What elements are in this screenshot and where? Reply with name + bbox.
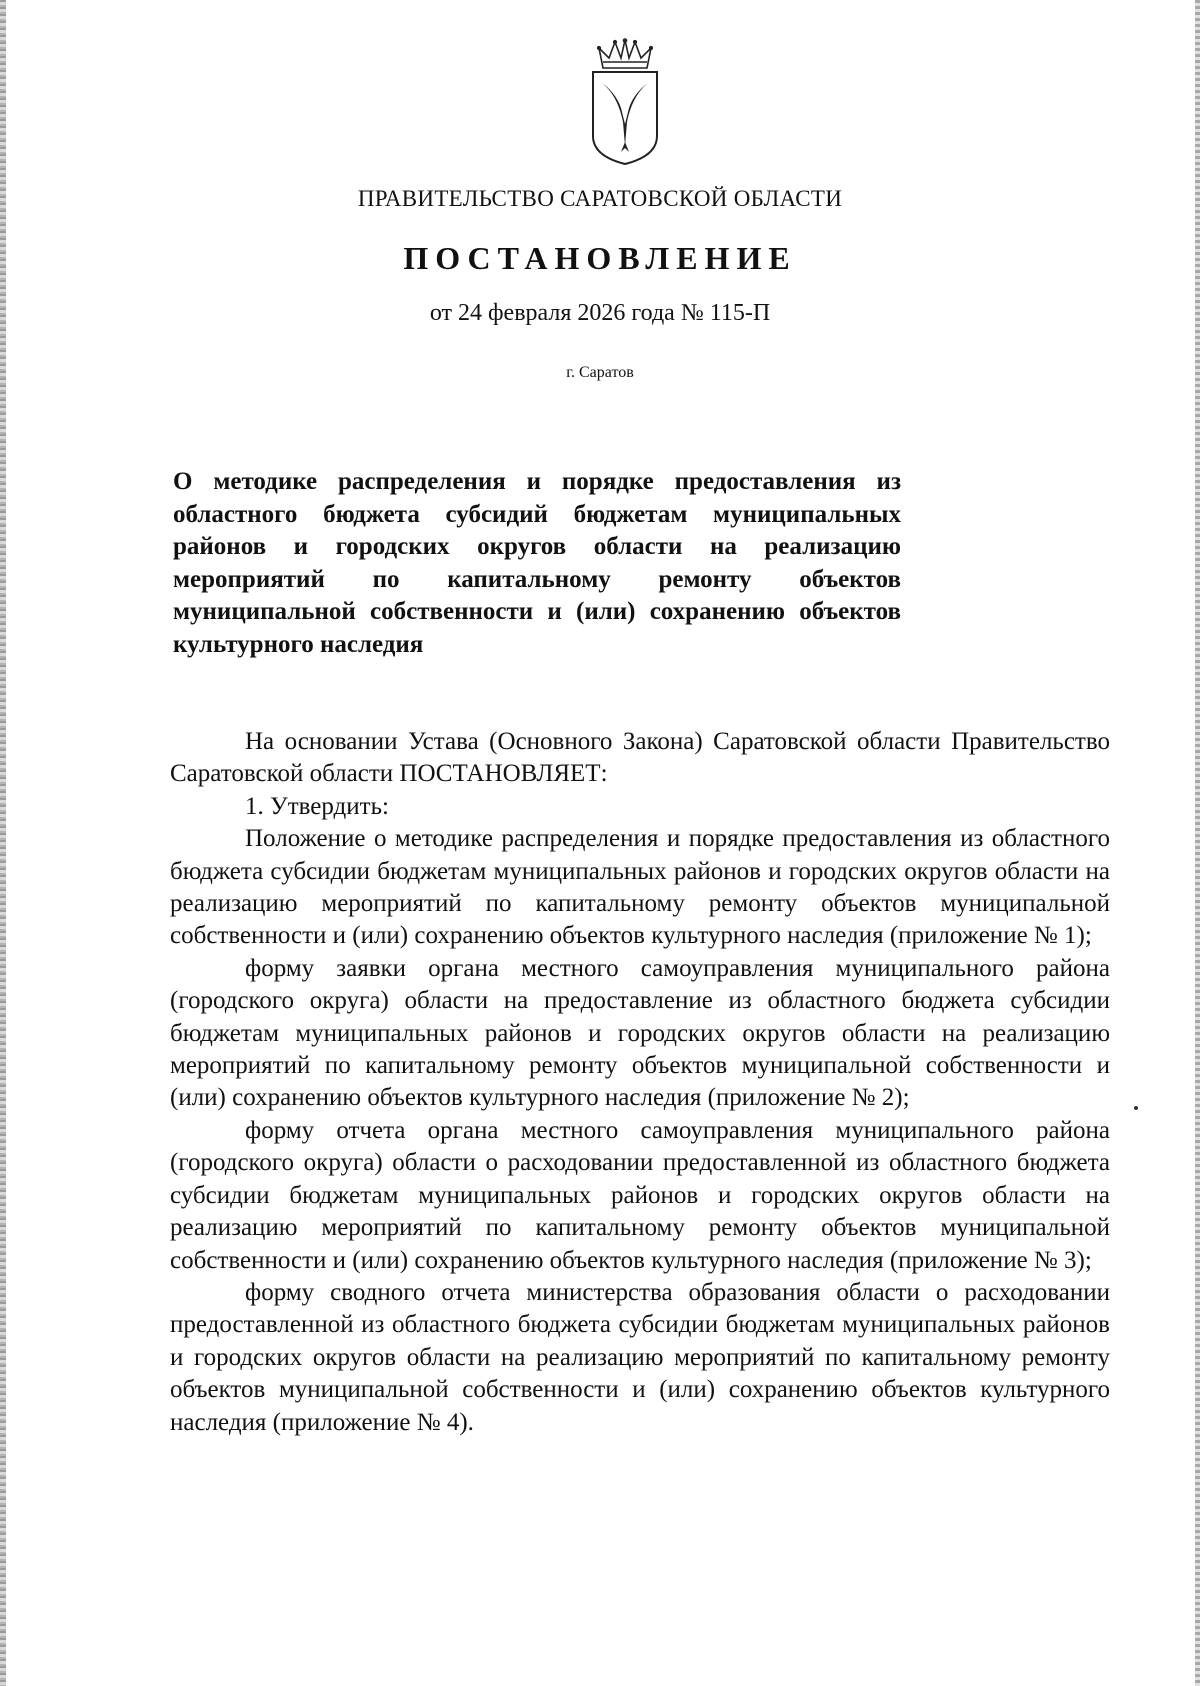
document-type: ПОСТАНОВЛЕНИЕ	[403, 240, 797, 276]
scan-speck	[1134, 1106, 1138, 1110]
preamble: На основании Устава (Основного Закона) Саратовской области Правительство Саратовской области ПОСТАНОВЛЯЕТ:	[170, 728, 1110, 788]
paragraph: форму сводного отчета министерства образования области о расходовании предоставленной из областного бюджета субсидии бюджетам муниципальных районов и городских округов области на реализацию мероприятий по капитальному ремонту объектов муниципальной собственности и (или) сохранению объектов культурного наследия (приложение № 4).	[170, 1278, 1110, 1436]
city: г. Саратов	[566, 364, 634, 381]
item-1: 1. Утвердить:	[245, 792, 389, 820]
government-name: ПРАВИТЕЛЬСТВО САРАТОВСКОЙ ОБЛАСТИ	[357, 186, 843, 211]
document-body	[170, 726, 1110, 1439]
paragraph: форму отчета органа местного самоуправления муниципального района (городского округа) области о расходовании предоставленной из областного бюджета субсидии бюджетам муниципальных районов и городских округов области на реализацию мероприятий по капитальному ремонту объектов муниципальной собственности и (или) сохранению объектов культурного наследия (приложение № 3);	[170, 1116, 1110, 1274]
paragraph: Положение о методике распределения и порядке предоставления из областного бюджета субсидии бюджетам муниципальных районов и городских округов области на реализацию мероприятий по капитальному ремонту объектов муниципальной собственности и (или) сохранению объектов культурного наследия (приложение № 1);	[170, 825, 1110, 950]
date-and-number: от 24 февраля 2026 года № 115-П	[429, 300, 771, 326]
paragraph: форму заявки органа местного самоуправления муниципального района (городского округа) области на предоставление из областного бюджета субсидии бюджетам муниципальных районов и городских округов области на реализацию мероприятий по капитальному ремонту объектов муниципальной собственности и (или) сохранению объектов культурного наследия (приложение № 2);	[170, 954, 1110, 1112]
document-title: О методике распределения и порядке предоставления из областного бюджета субсидий бюджетам муниципальных районов и городских округов области на реализацию мероприятий по капитальному ремонту объектов муниципальной собственности и (или) сохранению объектов культурного наследия	[173, 468, 901, 658]
saratov-coat-of-arms-icon	[585, 38, 665, 166]
